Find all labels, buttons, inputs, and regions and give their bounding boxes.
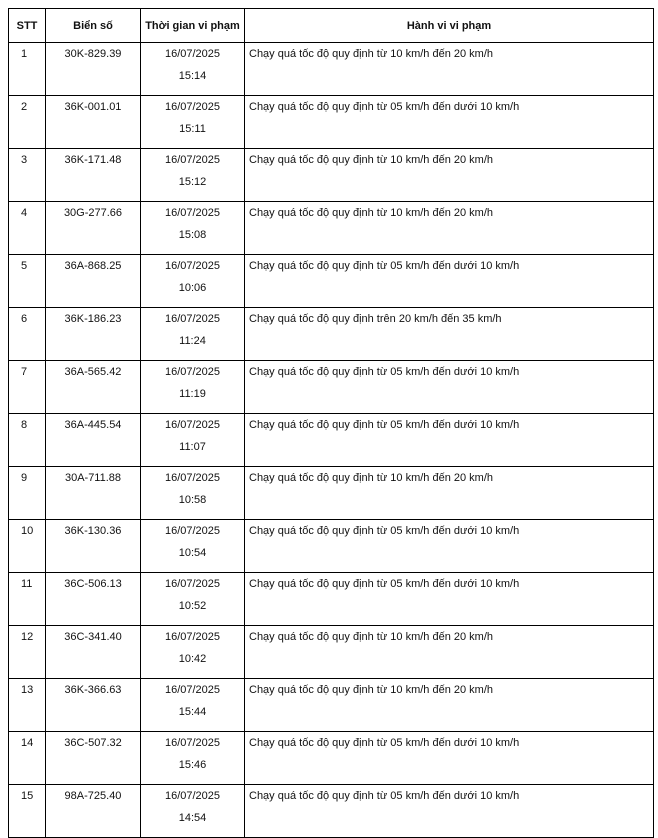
cell-plate: 30A-711.88 — [46, 467, 141, 520]
cell-stt: 9 — [9, 467, 46, 520]
violation-date: 16/07/2025 — [164, 737, 221, 749]
cell-time — [141, 255, 245, 308]
cell-time — [141, 626, 245, 679]
cell-time — [141, 679, 245, 732]
header-time: Thời gian vi phạm — [141, 9, 245, 43]
cell-time — [141, 785, 245, 838]
cell-plate: 36C-341.40 — [46, 626, 141, 679]
table-header-row — [9, 9, 654, 43]
violation-date: 16/07/2025 — [164, 684, 221, 696]
table-row — [9, 520, 654, 573]
table-row — [9, 308, 654, 361]
cell-time — [141, 96, 245, 149]
cell-violation: Chạy quá tốc độ quy định từ 10 km/h đến 20 km/h — [245, 149, 654, 202]
table-row — [9, 96, 654, 149]
table-row — [9, 573, 654, 626]
cell-time — [141, 361, 245, 414]
cell-stt: 14 — [9, 732, 46, 785]
violation-clock-time: 11:24 — [179, 335, 206, 347]
cell-violation: Chạy quá tốc độ quy định từ 10 km/h đến 20 km/h — [245, 626, 654, 679]
cell-time — [141, 43, 245, 96]
table-row — [9, 361, 654, 414]
violation-date: 16/07/2025 — [164, 525, 221, 537]
cell-stt: 11 — [9, 573, 46, 626]
cell-plate: 36K-001.01 — [46, 96, 141, 149]
cell-violation: Chạy quá tốc độ quy định từ 05 km/h đến dưới 10 km/h — [245, 255, 654, 308]
cell-violation: Chạy quá tốc độ quy định từ 10 km/h đến 20 km/h — [245, 202, 654, 255]
table-row — [9, 255, 654, 308]
cell-violation: Chạy quá tốc độ quy định từ 05 km/h đến dưới 10 km/h — [245, 785, 654, 838]
cell-stt: 3 — [9, 149, 46, 202]
violation-clock-time: 15:46 — [178, 759, 207, 771]
violation-date: 16/07/2025 — [164, 578, 221, 590]
violation-date: 16/07/2025 — [164, 260, 221, 272]
cell-stt: 2 — [9, 96, 46, 149]
cell-stt: 13 — [9, 679, 46, 732]
cell-plate: 98A-725.40 — [46, 785, 141, 838]
violation-clock-time: 15:44 — [178, 706, 207, 718]
violation-clock-time: 10:42 — [178, 653, 207, 665]
violation-clock-time: 15:11 — [179, 123, 206, 135]
table-row — [9, 43, 654, 96]
violation-clock-time: 15:08 — [178, 229, 207, 241]
cell-plate: 36K-171.48 — [46, 149, 141, 202]
cell-stt: 4 — [9, 202, 46, 255]
cell-plate: 30G-277.66 — [46, 202, 141, 255]
cell-plate: 36A-445.54 — [46, 414, 141, 467]
cell-plate: 36K-366.63 — [46, 679, 141, 732]
violation-date: 16/07/2025 — [164, 631, 221, 643]
table-row — [9, 202, 654, 255]
violation-date: 16/07/2025 — [164, 154, 221, 166]
cell-violation: Chạy quá tốc độ quy định từ 05 km/h đến dưới 10 km/h — [245, 414, 654, 467]
violation-date: 16/07/2025 — [164, 101, 221, 113]
cell-violation: Chạy quá tốc độ quy định trên 20 km/h đến 35 km/h — [245, 308, 654, 361]
header-violation: Hành vi vi phạm — [245, 9, 654, 43]
violations-table — [8, 8, 654, 838]
table-body — [9, 43, 654, 838]
header-plate: Biển số — [46, 9, 141, 43]
violation-clock-time: 14:54 — [178, 812, 207, 824]
cell-plate: 36A-565.42 — [46, 361, 141, 414]
violation-clock-time: 11:07 — [179, 441, 206, 453]
table-row — [9, 149, 654, 202]
violation-date: 16/07/2025 — [164, 48, 221, 60]
violation-date: 16/07/2025 — [164, 419, 221, 431]
cell-time — [141, 149, 245, 202]
cell-plate: 36K-130.36 — [46, 520, 141, 573]
cell-plate: 36K-186.23 — [46, 308, 141, 361]
cell-stt: 7 — [9, 361, 46, 414]
cell-violation: Chạy quá tốc độ quy định từ 05 km/h đến dưới 10 km/h — [245, 520, 654, 573]
cell-time — [141, 308, 245, 361]
violation-clock-time: 10:06 — [178, 282, 207, 294]
cell-stt: 1 — [9, 43, 46, 96]
cell-violation: Chạy quá tốc độ quy định từ 05 km/h đến dưới 10 km/h — [245, 361, 654, 414]
cell-plate: 36C-506.13 — [46, 573, 141, 626]
violation-clock-time: 11:19 — [179, 388, 206, 400]
table-row — [9, 679, 654, 732]
table-row — [9, 626, 654, 679]
cell-stt: 6 — [9, 308, 46, 361]
cell-time — [141, 202, 245, 255]
violation-date: 16/07/2025 — [164, 207, 221, 219]
violation-date: 16/07/2025 — [164, 472, 221, 484]
violation-clock-time: 10:52 — [178, 600, 207, 612]
table-row — [9, 785, 654, 838]
table-row — [9, 732, 654, 785]
violation-date: 16/07/2025 — [164, 366, 221, 378]
cell-time — [141, 520, 245, 573]
cell-stt: 12 — [9, 626, 46, 679]
table-row — [9, 467, 654, 520]
cell-time — [141, 414, 245, 467]
cell-plate: 36C-507.32 — [46, 732, 141, 785]
violation-clock-time: 10:54 — [178, 547, 207, 559]
cell-stt: 5 — [9, 255, 46, 308]
cell-plate: 36A-868.25 — [46, 255, 141, 308]
cell-stt: 10 — [9, 520, 46, 573]
cell-plate: 30K-829.39 — [46, 43, 141, 96]
cell-violation: Chạy quá tốc độ quy định từ 05 km/h đến dưới 10 km/h — [245, 96, 654, 149]
violation-date: 16/07/2025 — [164, 790, 221, 802]
header-stt: STT — [9, 9, 46, 43]
violation-clock-time: 15:12 — [178, 176, 207, 188]
cell-violation: Chạy quá tốc độ quy định từ 05 km/h đến dưới 10 km/h — [245, 732, 654, 785]
cell-time — [141, 732, 245, 785]
violation-clock-time: 15:14 — [178, 70, 207, 82]
cell-violation: Chạy quá tốc độ quy định từ 10 km/h đến 20 km/h — [245, 679, 654, 732]
violation-date: 16/07/2025 — [164, 313, 221, 325]
cell-violation: Chạy quá tốc độ quy định từ 10 km/h đến 20 km/h — [245, 467, 654, 520]
cell-stt: 15 — [9, 785, 46, 838]
cell-violation: Chạy quá tốc độ quy định từ 10 km/h đến 20 km/h — [245, 43, 654, 96]
cell-stt: 8 — [9, 414, 46, 467]
violation-clock-time: 10:58 — [178, 494, 207, 506]
cell-time — [141, 467, 245, 520]
cell-time — [141, 573, 245, 626]
table-row — [9, 414, 654, 467]
cell-violation: Chạy quá tốc độ quy định từ 05 km/h đến dưới 10 km/h — [245, 573, 654, 626]
